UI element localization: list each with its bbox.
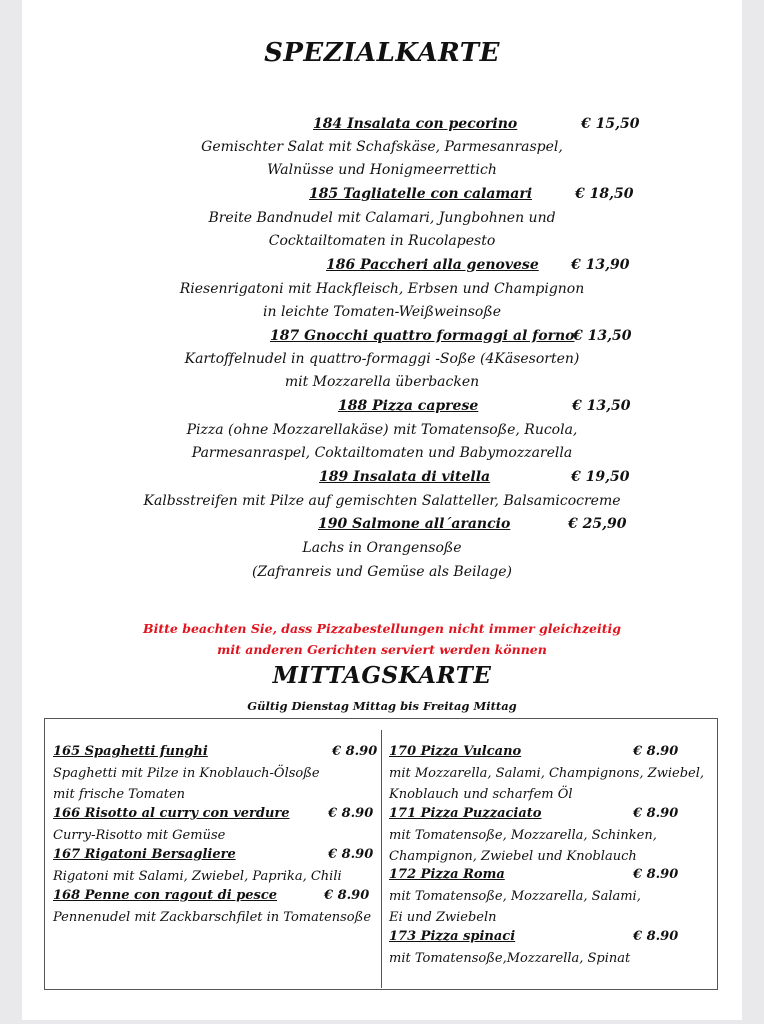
dish-184-price: € 15,50	[581, 116, 640, 132]
dish-187-name: 187 Gnocchi quattro formaggi al forno	[270, 328, 575, 344]
dish-184-desc-1: Gemischter Salat mit Schafskäse, Parmesanraspel,	[201, 139, 563, 155]
lunch-170-desc-1: mit Mozzarella, Salami, Champignons, Zwiebel,	[389, 766, 705, 781]
dish-189-desc-1: Kalbsstreifen mit Pilze auf gemischten Salatteller, Balsamicocreme	[143, 493, 621, 509]
lunch-166-desc-1: Curry-Risotto mit Gemüse	[53, 828, 226, 843]
lunch-165-desc-2: mit frische Tomaten	[53, 787, 186, 802]
dish-184-desc-2: Walnüsse und Honigmeerrettich	[267, 162, 497, 178]
lunch-171-price: € 8.90	[633, 806, 679, 821]
lunch-168-desc-1: Pennenudel mit Zackbarschfilet in Tomatensoße	[53, 910, 372, 925]
lunch-165-name: 165 Spaghetti funghi	[53, 744, 208, 759]
dish-190-name: 190 Salmone all´arancio	[318, 516, 511, 532]
dish-190-desc-2: (Zafranreis und Gemüse als Beilage)	[251, 564, 513, 580]
dish-184-name: 184 Insalata con pecorino	[313, 116, 518, 132]
dish-189-name: 189 Insalata di vitella	[319, 469, 491, 485]
dish-185-desc-2: Cocktailtomaten in Rucolapesto	[268, 233, 496, 249]
dish-188-price: € 13,50	[572, 398, 631, 414]
mittagskarte-title: MITTAGSKARTE	[272, 662, 492, 689]
dish-189-price: € 19,50	[571, 469, 630, 485]
dish-190-price: € 25,90	[568, 516, 627, 532]
pizza-notice-line-1: Bitte beachten Sie, dass Pizzabestellungen nicht immer gleichzeitig	[143, 621, 621, 636]
lunch-170-price: € 8.90	[633, 744, 679, 759]
dish-186-name: 186 Paccheri alla genovese	[326, 257, 539, 273]
lunch-165-price: € 8.90	[332, 744, 378, 759]
dish-187-desc-2: mit Mozzarella überbacken	[284, 374, 480, 390]
lunch-166-price: € 8.90	[328, 806, 374, 821]
dish-185-desc-1: Breite Bandnudel mit Calamari, Jungbohnen und	[208, 210, 556, 226]
lunch-172-desc-2: Ei und Zwiebeln	[389, 910, 497, 925]
lunch-167-desc-1: Rigatoni mit Salami, Zwiebel, Paprika, Chili	[53, 869, 342, 884]
dish-186-desc-1: Riesenrigatoni mit Hackfleisch, Erbsen und Champignon	[179, 281, 585, 297]
dish-187-price: € 13,50	[573, 328, 632, 344]
mittagskarte-subtitle: Gültig Dienstag Mittag bis Freitag Mittag	[247, 699, 517, 713]
lunch-167-price: € 8.90	[328, 847, 374, 862]
lunch-172-name: 172 Pizza Roma	[389, 867, 505, 882]
lunch-170-desc-2: Knoblauch und scharfem Öl	[389, 787, 573, 802]
lunch-172-price: € 8.90	[633, 867, 679, 882]
lunch-171-desc-2: Champignon, Zwiebel und Knoblauch	[389, 849, 637, 864]
pizza-notice-line-2: mit anderen Gerichten serviert werden können	[217, 642, 547, 657]
lunch-165-desc-1: Spaghetti mit Pilze in Knoblauch-Ölsoße	[53, 766, 320, 781]
lunch-168-price: € 8.90	[324, 888, 370, 903]
spezialkarte-title: SPEZIALKARTE	[264, 38, 500, 68]
lunch-171-desc-1: mit Tomatensoße, Mozzarella, Schinken,	[389, 828, 657, 843]
lunch-173-desc-1: mit Tomatensoße,Mozzarella, Spinat	[389, 951, 631, 966]
lunch-167-name: 167 Rigatoni Bersagliere	[53, 847, 236, 862]
dish-188-name: 188 Pizza caprese	[338, 398, 479, 414]
dish-185-price: € 18,50	[575, 186, 634, 202]
dish-188-desc-2: Parmesanraspel, Coktailtomaten und Babymozzarella	[191, 445, 573, 461]
lunch-173-price: € 8.90	[633, 929, 679, 944]
lunch-171-name: 171 Pizza Puzzaciato	[389, 806, 542, 821]
lunch-166-name: 166 Risotto al curry con verdure	[53, 806, 290, 821]
lunch-172-desc-1: mit Tomatensoße, Mozzarella, Salami,	[389, 889, 641, 904]
dish-185-name: 185 Tagliatelle con calamari	[309, 186, 533, 202]
dish-190-desc-1: Lachs in Orangensoße	[302, 540, 462, 556]
dish-186-price: € 13,90	[571, 257, 630, 273]
dish-188-desc-1: Pizza (ohne Mozzarellakäse) mit Tomatensoße, Rucola,	[186, 422, 578, 438]
lunch-173-name: 173 Pizza spinaci	[389, 929, 516, 944]
dish-187-desc-1: Kartoffelnudel in quattro-formaggi -Soße (4Käsesorten)	[184, 351, 580, 367]
lunch-170-name: 170 Pizza Vulcano	[389, 744, 522, 759]
column-divider	[381, 730, 382, 988]
lunch-168-name: 168 Penne con ragout di pesce	[53, 888, 278, 903]
dish-186-desc-2: in leichte Tomaten-Weißweinsoße	[263, 304, 501, 320]
